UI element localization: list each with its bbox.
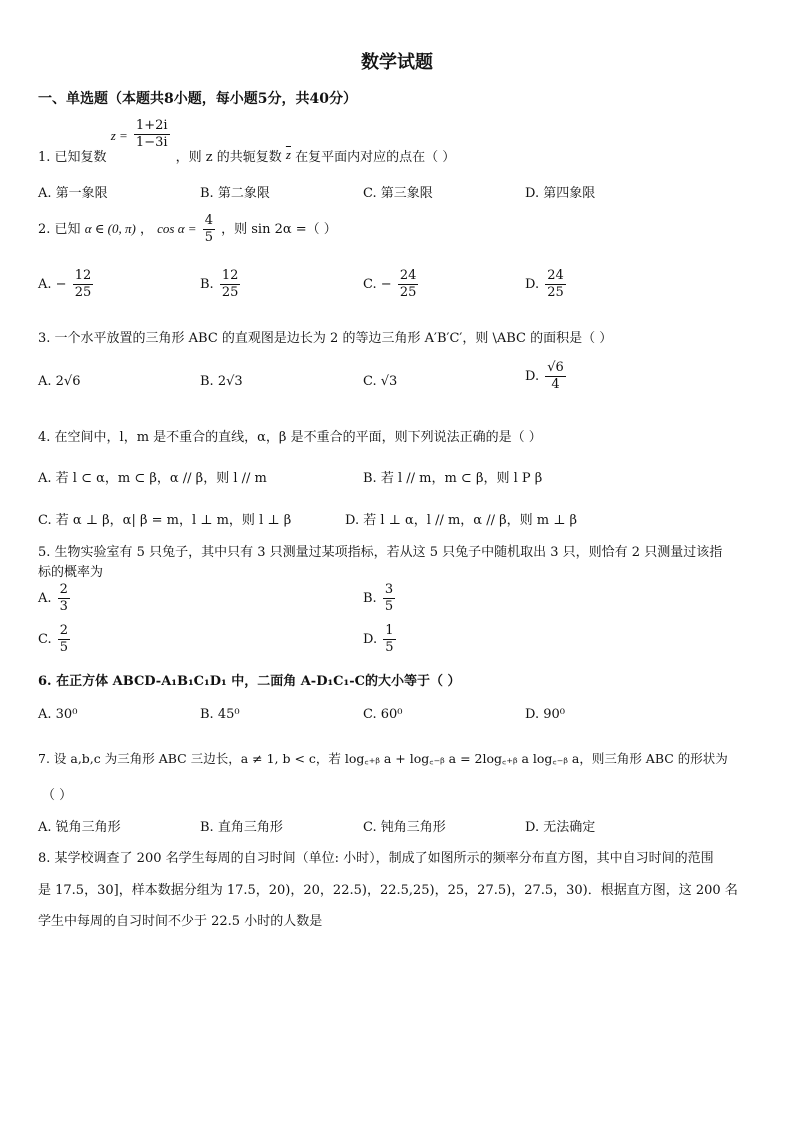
question-1: [38, 118, 456, 165]
q5-option-denominator: 3: [59, 599, 68, 614]
q2-option-a: [38, 268, 95, 301]
question-8-line-3: 学生中每周的自习时间不少于 22.5 小时的人数是: [38, 914, 323, 929]
q2-text-c: ，则 sin 2α =（ ）: [221, 222, 337, 237]
q6-option-a: A. 30⁰: [38, 707, 78, 722]
q5-option-denominator: 5: [59, 640, 69, 655]
q1-z-fraction: [134, 118, 170, 151]
q2-option-numerator: 24: [547, 268, 564, 283]
q5-option-numerator: 1: [385, 623, 394, 638]
q5-option-numerator: 2: [59, 623, 69, 638]
q2-option-denominator: 25: [74, 285, 92, 300]
question-4: 4. 在空间中，l，m 是不重合的直线，α，β 是不重合的平面，则下列说法正确的是（ ）: [38, 430, 542, 445]
q5-option-label: A.: [38, 591, 52, 606]
q5-option-numerator: 3: [384, 582, 394, 597]
q2-option-denominator: 25: [399, 285, 417, 300]
section-heading: 一、单选题（本题共8小题，每小题5分，共40分）: [38, 91, 357, 107]
q2-option-sign: −: [380, 277, 392, 292]
q5-option-denominator: 5: [385, 640, 394, 655]
q2-option-sign: −: [55, 277, 67, 292]
q4-option-c: C. 若 α ⊥ β，α| β = m，l ⊥ m，则 l ⊥ β: [38, 513, 292, 528]
q2-option-fraction: [73, 268, 94, 301]
q2-option-label: C.: [363, 277, 377, 292]
q4-option-a: A. 若 l ⊂ α，m ⊂ β，α // β，则 l // m: [38, 471, 267, 486]
question-5-line-2: 标的概率为: [38, 565, 104, 580]
q5-option-c: [38, 623, 72, 656]
q5-option-d: [363, 623, 398, 656]
q5-option-fraction: [383, 623, 395, 656]
q2-cos-numerator: 4: [204, 213, 213, 228]
q1-z-expression: [111, 118, 172, 151]
q1-z-prefix: z =: [110, 128, 128, 143]
q1-option-b: B. 第二象限: [200, 186, 270, 201]
q1-text-b: ，则 z 的共轭复数: [175, 150, 282, 165]
q3-option-b: B. 2√3: [200, 374, 243, 389]
q1-option-c: C. 第三象限: [363, 186, 433, 201]
q7-option-c: C. 钝角三角形: [363, 820, 446, 835]
q2-option-fraction: [398, 268, 419, 301]
q6-option-d: D. 90⁰: [525, 707, 565, 722]
q1-z-denominator: 1−3i: [135, 135, 168, 150]
q1-text-c: 在复平面内对应的点在（ ）: [295, 150, 456, 165]
question-7-line-1: 7. 设 a,b,c 为三角形 ABC 三边长，a ≠ 1, b < c，若 log꜀₊ᵦ a + log꜀₋ᵦ a = 2log꜀₊ᵦ a log꜀₋ᵦ a，则三角形 ABC 的形状为: [38, 751, 728, 766]
question-5-line-1: 5. 生物实验室有 5 只兔子，其中只有 3 只测量过某项指标，若从这 5 只兔子中随机取出 3 只，则恰有 2 只测量过该指: [38, 545, 723, 560]
q5-option-label: B.: [363, 591, 377, 606]
q1-z-numerator: 1+2i: [135, 118, 168, 133]
q7-option-d: D. 无法确定: [525, 820, 596, 835]
q4-option-b: B. 若 l // m，m ⊂ β，则 l P β: [363, 471, 543, 486]
q2-option-c: [363, 268, 420, 301]
q5-option-denominator: 5: [384, 599, 394, 614]
q2-option-denominator: 25: [547, 285, 564, 300]
q2-text-a: 2. 已知: [38, 222, 81, 237]
question-8-line-1: 8. 某学校调查了 200 名学生每周的自习时间（单位: 小时），制成了如图所示的频率分布直方图，其中自习时间的范围: [38, 851, 714, 866]
q3-option-numerator: √6: [547, 360, 564, 375]
q2-option-label: A.: [38, 277, 52, 292]
q5-option-fraction: [58, 623, 70, 656]
q2-option-fraction: [220, 268, 241, 301]
q1-text-a: 1. 已知复数: [38, 150, 107, 165]
q7-option-b: B. 直角三角形: [200, 820, 283, 835]
q5-option-fraction: [383, 582, 395, 615]
q4-option-d: D. 若 l ⊥ α，l // m，α // β，则 m ⊥ β: [345, 513, 578, 528]
q3-option-c: C. √3: [363, 374, 398, 389]
q2-option-numerator: 24: [399, 268, 417, 283]
q5-option-b: [363, 582, 397, 615]
q2-text-b: ，: [139, 222, 153, 237]
q2-option-b: [200, 268, 242, 301]
q6-option-c: C. 60⁰: [363, 707, 403, 722]
q3-option-denominator: 4: [551, 377, 560, 392]
q2-cos-denominator: 5: [204, 230, 213, 245]
q5-option-a: [38, 582, 72, 615]
q2-option-fraction: [545, 268, 566, 301]
q7-option-a: A. 锐角三角形: [38, 820, 121, 835]
q1-conjugate-symbol: $\overline{z}$: [285, 147, 291, 162]
question-3: 3. 一个水平放置的三角形 ABC 的直观图是边长为 2 的等边三角形 A′B′C′，则 \ABC 的面积是（ ）: [38, 331, 613, 346]
q3-option-label: D.: [525, 369, 540, 384]
q3-option-d: [525, 360, 568, 393]
q2-option-d: [525, 268, 568, 301]
page-title: 数学试题: [361, 52, 433, 73]
question-6: 6. 在正方体 ABCD-A₁B₁C₁D₁ 中，二面角 A-D₁C₁-C的大小等于（ ）: [38, 674, 461, 689]
q1-option-d: D. 第四象限: [525, 186, 596, 201]
q5-option-fraction: [58, 582, 70, 615]
q2-option-label: D.: [525, 277, 540, 292]
q3-option-a: A. 2√6: [38, 374, 81, 389]
q2-option-numerator: 12: [74, 268, 92, 283]
q6-option-b: B. 45⁰: [200, 707, 240, 722]
q1-option-a: A. 第一象限: [38, 186, 108, 201]
q5-option-label: C.: [38, 632, 52, 647]
q2-option-denominator: 25: [221, 285, 239, 300]
question-8-line-2: 是 17.5，30]，样本数据分组为 17.5，20)，20，22.5)，22.5,25)，25，27.5)，27.5，30)．根据直方图，这 200 名: [38, 883, 738, 898]
q3-option-fraction: [545, 360, 566, 393]
q5-option-label: D.: [363, 632, 378, 647]
question-2: [38, 213, 337, 246]
q2-option-numerator: 12: [221, 268, 239, 283]
q2-option-label: B.: [200, 277, 214, 292]
q2-cos-fraction: [203, 213, 215, 246]
q2-cos-label: cos α =: [157, 221, 197, 236]
question-7-line-2: （ ）: [42, 788, 73, 803]
q2-alpha-range: α ∈ (0, π): [84, 221, 136, 236]
q5-option-numerator: 2: [59, 582, 68, 597]
